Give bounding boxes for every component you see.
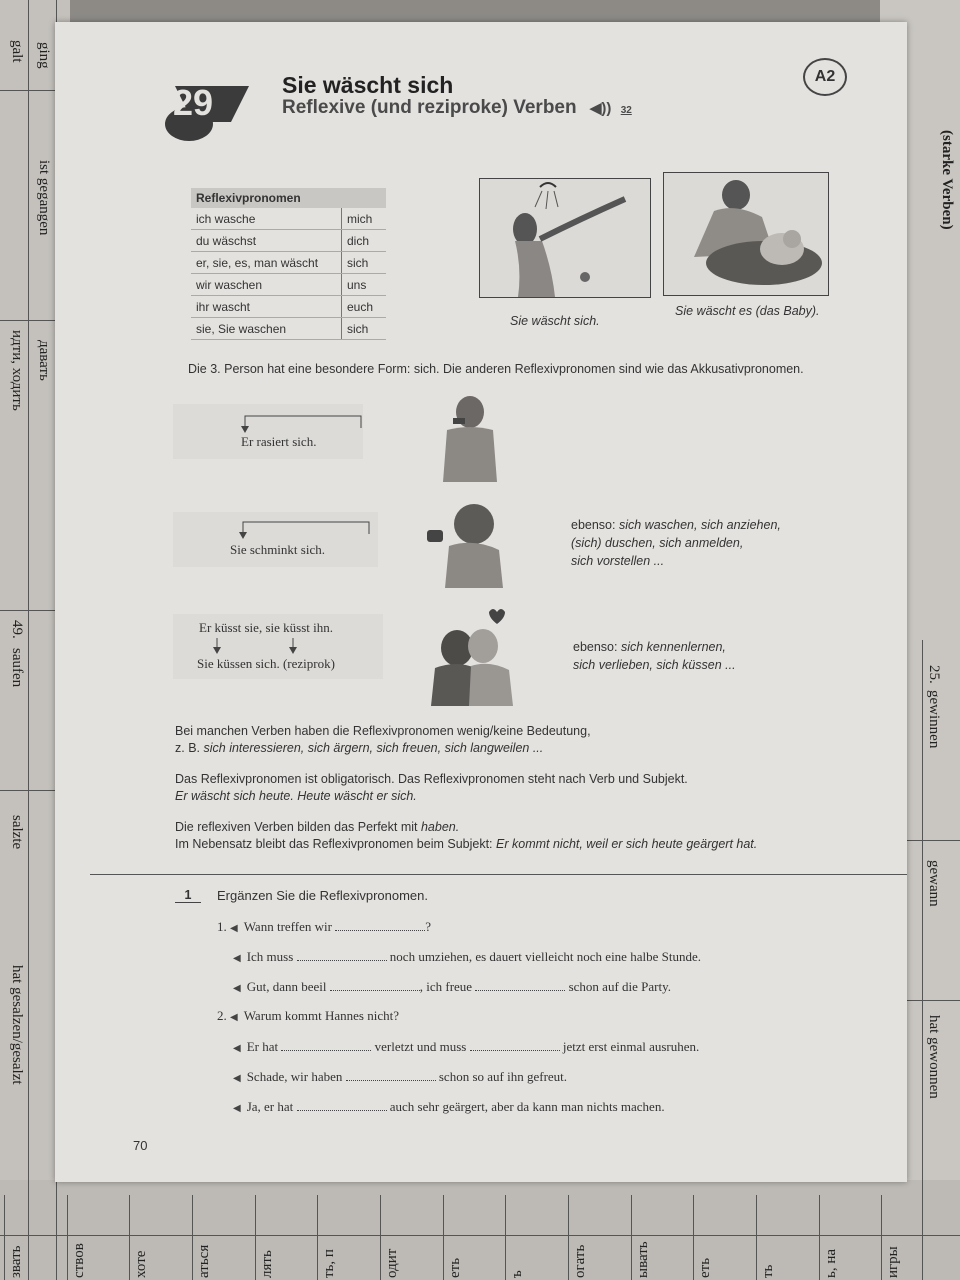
item-text: Wann treffen wir xyxy=(243,919,332,934)
table-cell: mich xyxy=(342,208,387,230)
rule-line: Im Nebensatz bleibt das Reflexivpronomen beim Subjekt: xyxy=(175,837,493,851)
grid-line xyxy=(505,1195,506,1280)
grid-line xyxy=(881,1195,882,1280)
grid-line xyxy=(67,1195,68,1280)
grid-line xyxy=(568,1195,569,1280)
bottom-word: аться xyxy=(196,1244,212,1278)
left-word: hat gesalzen/gesalzt xyxy=(9,965,25,1085)
right-word: gewinnen xyxy=(926,690,942,749)
speaker-bullet-icon: ◀ xyxy=(233,1043,241,1054)
unit-number: 29 xyxy=(173,82,214,123)
speaker-bullet-icon: ◀ xyxy=(233,983,241,994)
exercise-item xyxy=(233,1038,699,1055)
table-cell: sich xyxy=(342,252,387,274)
table-cell: sie, Sie waschen xyxy=(191,318,342,340)
table-cell: dich xyxy=(342,230,387,252)
woman-showering-icon xyxy=(480,179,650,297)
grid-line xyxy=(905,1000,960,1001)
table-header: Reflexivpronomen xyxy=(191,188,386,208)
table-cell: er, sie, es, man wäscht xyxy=(191,252,342,274)
baby-illustration xyxy=(663,172,829,296)
left-word: давать xyxy=(36,340,52,381)
caption-shower: Sie wäscht sich. xyxy=(510,314,600,328)
exercise-item xyxy=(233,948,701,965)
grid-line xyxy=(317,1195,318,1280)
example-box xyxy=(173,614,383,679)
grid-line xyxy=(905,840,960,841)
table-row xyxy=(191,318,386,340)
rule-line: Er wäscht sich heute. Heute wäscht er sich. xyxy=(175,789,417,803)
bottom-word: ь, на xyxy=(822,1248,839,1278)
answer-blank[interactable] xyxy=(335,918,425,931)
answer-blank[interactable] xyxy=(281,1038,371,1051)
item-number: 1. xyxy=(217,919,227,934)
bottom-word: игры xyxy=(885,1246,902,1278)
bottom-word: звать xyxy=(8,1245,24,1278)
right-word: gewann xyxy=(926,860,942,907)
bottom-word: ть xyxy=(760,1264,776,1278)
speaker-bullet-icon: ◀ xyxy=(230,923,238,934)
grid-line xyxy=(693,1195,694,1280)
rule-line: Die reflexiven Verben bilden das Perfekt mit xyxy=(175,820,418,834)
left-word: saufen xyxy=(9,648,25,688)
table-cell: uns xyxy=(342,274,387,296)
caption-baby: Sie wäscht es (das Baby). xyxy=(675,304,820,318)
grid-line xyxy=(192,1195,193,1280)
table-cell: wir waschen xyxy=(191,274,342,296)
grid-line xyxy=(28,0,29,1280)
speaker-icon[interactable]: ◀)) xyxy=(589,100,612,117)
answer-blank[interactable] xyxy=(297,1098,387,1111)
reference-arrow-icon xyxy=(241,412,371,434)
subtitle-text: Reflexive (und reziproke) Verben xyxy=(282,97,577,118)
level-badge: A2 xyxy=(803,58,847,96)
ebenso-line: sich verlieben, sich küssen ... xyxy=(573,658,736,672)
third-person-note: Die 3. Person hat eine besondere Form: sich. Die anderen Reflexivpronomen sind wie das Akkusativpronomen. xyxy=(188,362,804,376)
left-word: galt xyxy=(9,40,25,63)
exercise-item xyxy=(233,978,671,995)
left-word: salzte xyxy=(9,815,25,850)
reference-arrow-icon xyxy=(239,518,379,540)
table-cell: sich xyxy=(342,318,387,340)
rule-line: Bei manchen Verben haben die Reflexivpronomen wenig/keine Bedeutung, xyxy=(175,724,591,738)
item-text: auch sehr geärgert, aber da kann man nichts machen. xyxy=(389,1099,665,1114)
ebenso-line: sich kennenlernen, xyxy=(620,640,726,654)
grid-line xyxy=(756,1195,757,1280)
item-text: schon so auf ihn gefreut. xyxy=(438,1069,568,1084)
page-title: Sie wäscht sich xyxy=(282,72,454,98)
ebenso-line: sich vorstellen ... xyxy=(571,554,665,568)
exercise-item xyxy=(217,1008,399,1024)
example-box xyxy=(173,512,378,567)
bottom-word: лять xyxy=(258,1250,275,1278)
table-row xyxy=(191,252,386,274)
bottom-word: ъ xyxy=(509,1270,526,1278)
rule-block-3 xyxy=(175,820,757,851)
bottom-word: еть xyxy=(446,1257,463,1278)
example-box xyxy=(173,404,363,459)
answer-blank[interactable] xyxy=(346,1068,436,1081)
rule-block-1 xyxy=(175,724,591,755)
ebenso-block-2 xyxy=(573,640,736,672)
speaker-bullet-icon: ◀ xyxy=(230,1012,238,1023)
example-rasiert: Er rasiert sich. xyxy=(241,434,317,449)
section-divider xyxy=(90,874,907,875)
bottom-word: хоте xyxy=(133,1250,150,1278)
ebenso-label: ebenso: xyxy=(571,518,616,532)
ebenso-block-1 xyxy=(571,518,781,568)
bottom-word: ть, п xyxy=(321,1249,338,1278)
reciprocal-arrows-icon xyxy=(213,638,313,654)
bottom-word: одит xyxy=(384,1248,400,1278)
table-row xyxy=(191,274,386,296)
grid-line xyxy=(0,1235,960,1236)
speaker-bullet-icon: ◀ xyxy=(233,953,241,964)
table-row xyxy=(191,208,386,230)
rule-line: sich interessieren, sich ärgern, sich freuen, sich langweilen ... xyxy=(203,741,544,755)
man-shaving-icon xyxy=(425,390,515,482)
bottom-word: еть xyxy=(697,1257,714,1278)
table-cell: ich wasche xyxy=(191,208,342,230)
example-kuesst: Er küsst sie, sie küsst ihn. xyxy=(199,620,333,635)
bottom-word: ывать xyxy=(634,1241,651,1278)
item-text: Ich muss xyxy=(246,949,294,964)
answer-blank[interactable] xyxy=(330,978,420,991)
workbook-page xyxy=(55,22,907,1182)
example-kuessen: Sie küssen sich. (reziprok) xyxy=(197,656,335,671)
table-row xyxy=(191,230,386,252)
item-text: Gut, dann beeil xyxy=(246,979,327,994)
reflexive-pronoun-table xyxy=(191,188,386,340)
rule-line: Er kommt nicht, weil er sich heute geärgert hat. xyxy=(496,837,758,851)
exercise-instruction: Ergänzen Sie die Reflexivpronomen. xyxy=(217,888,429,903)
grid-line xyxy=(631,1195,632,1280)
answer-blank[interactable] xyxy=(475,978,565,991)
item-text: noch umziehen, es dauert vielleicht noch eine halbe Stunde. xyxy=(389,949,701,964)
item-text: Ja, er hat xyxy=(246,1099,294,1114)
left-word: ging xyxy=(36,42,52,69)
woman-makeup-icon xyxy=(419,496,519,588)
exercise-item xyxy=(233,1068,567,1085)
grid-line xyxy=(819,1195,820,1280)
ebenso-label: ebenso: xyxy=(573,640,618,654)
item-text: Er hat xyxy=(246,1039,279,1054)
exercise-item xyxy=(233,1098,665,1115)
couple-kissing-icon xyxy=(427,606,517,706)
rule-block-2 xyxy=(175,772,688,803)
shower-illustration xyxy=(479,178,651,298)
exercise-number: 1 xyxy=(175,888,201,903)
table-cell: euch xyxy=(342,296,387,318)
right-word: (starke Verben) xyxy=(939,130,955,230)
left-word: ist gegangen xyxy=(36,160,52,236)
rule-line: haben. xyxy=(420,820,460,834)
example-schminkt: Sie schminkt sich. xyxy=(230,542,325,557)
item-text: ? xyxy=(425,919,431,934)
item-number: 2. xyxy=(217,1008,227,1023)
ebenso-line: (sich) duschen, sich anmelden, xyxy=(571,536,744,550)
item-text: , ich freue xyxy=(419,979,473,994)
left-word: идти, ходить xyxy=(9,330,25,411)
woman-washing-baby-icon xyxy=(664,173,828,295)
table-cell: ihr wascht xyxy=(191,296,342,318)
item-text: verletzt und muss xyxy=(374,1039,467,1054)
ebenso-line: sich waschen, sich anziehen, xyxy=(618,518,781,532)
page-subtitle xyxy=(282,97,632,119)
speaker-bullet-icon: ◀ xyxy=(233,1103,241,1114)
bottom-word: огать xyxy=(572,1244,588,1278)
exercise-item xyxy=(217,918,431,935)
answer-blank[interactable] xyxy=(470,1038,560,1051)
bottom-word: ствов xyxy=(70,1243,87,1278)
table-cell: du wäschst xyxy=(191,230,342,252)
grid-line xyxy=(4,1195,5,1280)
grid-line xyxy=(443,1195,444,1280)
grid-line xyxy=(255,1195,256,1280)
right-word: hat gewonnen xyxy=(926,1015,942,1099)
left-word: 49. xyxy=(9,620,25,639)
rule-line: Das Reflexivpronomen ist obligatorisch. Das Reflexivpronomen steht nach Verb und Subjekt. xyxy=(175,772,688,786)
grid-line xyxy=(380,1195,381,1280)
grid-line xyxy=(922,640,923,1280)
table-row xyxy=(191,296,386,318)
answer-blank[interactable] xyxy=(297,948,387,961)
item-text: jetzt erst einmal ausruhen. xyxy=(562,1039,700,1054)
rule-line: z. B. xyxy=(175,741,201,755)
right-word: 25. xyxy=(926,665,942,684)
grid-line xyxy=(129,1195,130,1280)
item-text: schon auf die Party. xyxy=(568,979,672,994)
page-number: 70 xyxy=(133,1138,148,1153)
audio-track: 32 xyxy=(620,105,632,116)
item-text: Warum kommt Hannes nicht? xyxy=(243,1008,399,1023)
speaker-bullet-icon: ◀ xyxy=(233,1073,241,1084)
item-text: Schade, wir haben xyxy=(246,1069,343,1084)
